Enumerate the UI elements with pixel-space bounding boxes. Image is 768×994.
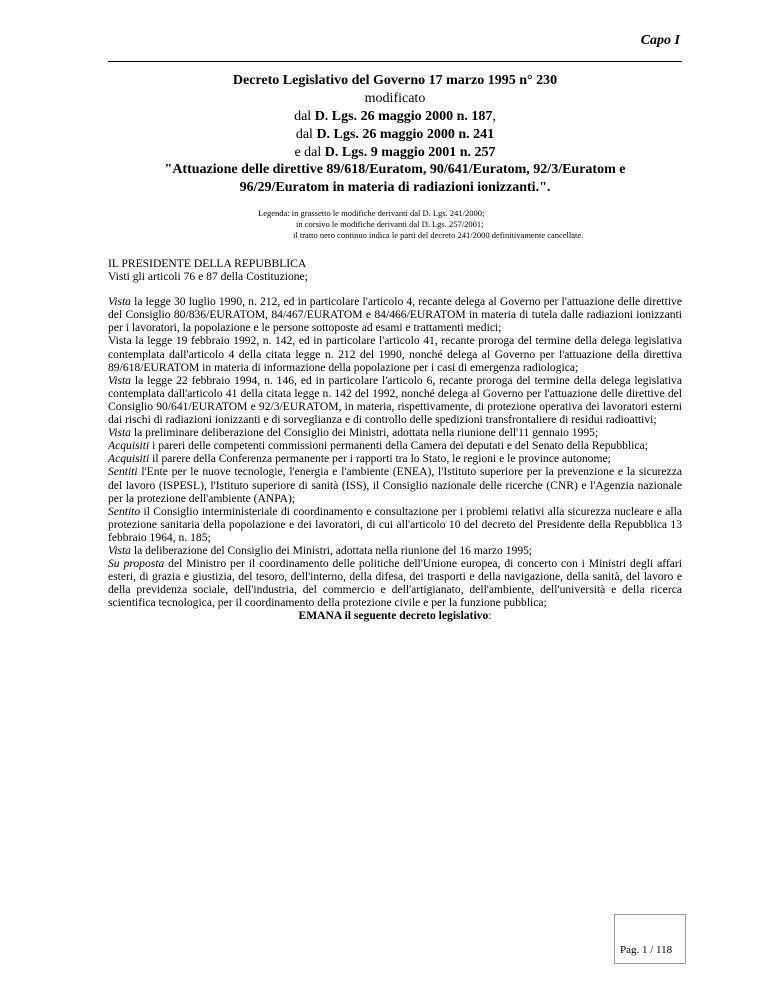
president-heading: IL PRESIDENTE DELLA REPUBBLICA (108, 257, 307, 270)
paragraph: Acquisiti il parere della Conferenza permanente per i rapporti tra lo Stato, le regioni e le province autonome; (108, 452, 611, 466)
emana-line: EMANA il seguente decreto legislativo: (298, 609, 492, 623)
page-number: Pag. 1 / 118 (620, 944, 673, 956)
title-line-1: Decreto Legislativo del Governo 17 marzo 1995 n° 230 (232, 73, 558, 88)
legend-line-2: in corsivo le modifiche derivanti dal D. Lgs. 257/2001; (296, 219, 484, 229)
paragraph: Vista la legge 30 luglio 1990, n. 212, ed in particolare l'articolo 4, recante delega al Governo per l'attuazione delle direttive del Consiglio 80/836/EURATOM, 84/467/EURATOM e 84/466/EURATOM in materia di tutela dalle radiazioni ionizzanti per i lavoratori, la popolazione e le persone sottoposte ad esami e trattamenti medici; (108, 295, 682, 335)
legend (258, 208, 583, 241)
paragraph: Vista la legge 22 febbraio 1994, n. 146, ed in particolare l'articolo 6, recante proroga del termine della delega legislativa contemplata dall'articolo 41 della citata legge n. 142 del 1992, nonché delega al Governo per l'attuazione delle direttive del Consiglio 90/641/EURATOM e 92/3/EURATOM, in materia, rispettivamente, di protezione operativa dei lavoratori esterni dai rischi di radiazioni ionizzanti e di sorveglianza e di controllo delle spedizioni transfrontaliere di residui radioattivi; (108, 373, 682, 427)
header-rule (108, 61, 682, 62)
preamble (108, 257, 682, 623)
paragraph: Vista la legge 19 febbraio 1992, n. 142, ed in particolare l'articolo 41, recante proroga del termine della delega legislativa contemplata dall'articolo 4 della citata legge n. 212 del 1990, nonché delega al Governo per l'attuazione della direttiva 89/618/EURATOM in materia di informazione della popolazione per i casi di emergenza radiologica; (108, 334, 682, 374)
visti-paragraph: Visti gli articoli 76 e 87 della Costituzione; (108, 270, 308, 284)
decree-title (108, 72, 682, 162)
paragraph: Sentito il Consiglio interministeriale di coordinamento e consultazione per i problemi relativi alla sicurezza nucleare e alla protezione sanitaria della popolazione e dei lavoratori, di cui all'articolo 10 del decreto del Presidente della Repubblica 13 febbraio 1964, n. 185; (108, 504, 682, 544)
paragraph: Vista la preliminare deliberazione del Consiglio dei Ministri, adottata nella riunione dell'11 gennaio 1995; (108, 426, 599, 440)
title-line-3: dal D. Lgs. 26 maggio 2000 n. 187, (294, 109, 496, 124)
paragraph: Su proposta del Ministro per il coordinamento delle politiche dell'Unione europea, di concerto con i Ministri degli affari esteri, di grazia e giustizia, del tesoro, dell'interno, della difesa, dei trasporti e della navigazione, della sanità, del lavoro e della previdenza sociale, dell'industria, del commercio e dell'artigianato, dell'ambiente, dell'università e della ricerca scientifica tecnologica, per il coordinamento della protezione civile e per la funzione pubblica; (108, 557, 682, 610)
paragraph: Vista la deliberazione del Consiglio dei Ministri, adottata nella riunione del 16 marzo 1995; (108, 543, 533, 557)
paragraph: Sentiti l'Ente per le nuove tecnologie, l'energia e l'ambiente (ENEA), l'Istituto superiore per la prevenzione e la sicurezza del lavoro (ISPESL), l'Istituto superiore di sanità (ISS), il Consiglio nazionale delle ricerche (CNR) e l'Agenzia nazionale per la protezione dell'ambiente (ANPA); (108, 465, 682, 505)
chapter-label: Capo I (640, 33, 680, 48)
legend-line-1: Legenda: in grassetto le modifiche derivanti dal D. Lgs. 241/2000; (258, 208, 485, 218)
paragraph: Acquisiti i pareri delle competenti commissioni permanenti della Camera dei deputati e del Senato della Repubblica; (108, 439, 648, 453)
decree-subtitle: "Attuazione delle direttive 89/618/Euratom, 90/641/Euratom, 92/3/Euratom e 96/29/Euratom in materia di radiazioni ionizzanti.". (164, 162, 626, 195)
footer-box (614, 914, 686, 964)
title-line-2: modificato (364, 91, 426, 106)
title-line-5: e dal D. Lgs. 9 maggio 2001 n. 257 (294, 145, 496, 160)
legend-line-3: il tratto nero continuo indica le parti del decreto 241/2000 definitivamente cancellate. (293, 230, 584, 240)
title-line-4: dal D. Lgs. 26 maggio 2000 n. 241 (295, 127, 495, 142)
